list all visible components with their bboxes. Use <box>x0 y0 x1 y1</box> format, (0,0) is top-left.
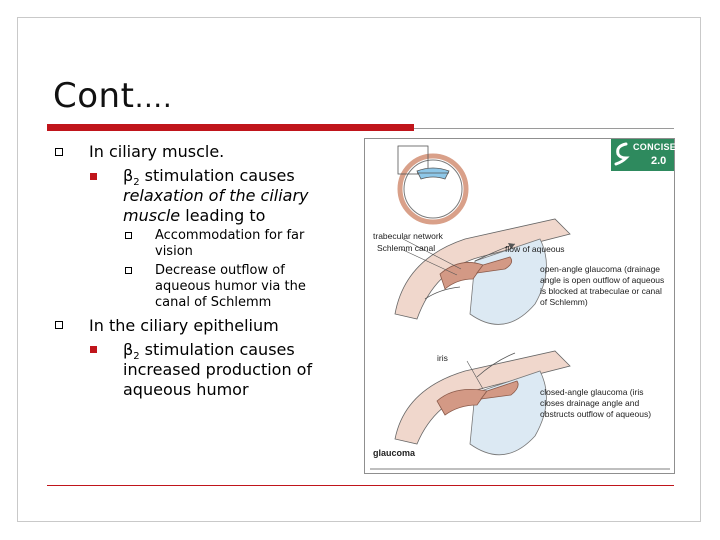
glaucoma-illustration <box>365 139 677 473</box>
beta-subscript: 2 <box>133 177 140 189</box>
glaucoma-figure <box>364 138 675 474</box>
label-closed-angle-1: closed-angle glaucoma (iris <box>540 387 644 397</box>
sub-bullet-2-line1-rest: stimulation causes <box>139 340 295 359</box>
footer-red-rule <box>47 485 674 486</box>
label-iris: iris <box>437 353 448 363</box>
label-closed-angle-2: closes drainage angle and <box>540 398 640 408</box>
figure-caption: glaucoma <box>373 448 416 458</box>
title-gray-rule <box>414 128 674 129</box>
concise-badge <box>611 139 677 171</box>
sub-bullet-1-line3 <box>123 206 265 226</box>
sub-bullet-2-line3: aqueous humor <box>123 380 249 399</box>
sub-sub-item-2-line1: Decrease outflow of <box>155 263 285 278</box>
label-trabecular: trabecular network <box>373 231 443 241</box>
sub-bullet-1-line3-rest: leading to <box>180 206 266 225</box>
eye-globe-icon <box>398 146 466 222</box>
slide-title-dots: …. <box>134 81 173 114</box>
label-open-angle-4: of Schlemm) <box>540 297 588 307</box>
bullet-2-text: In the ciliary epithelium <box>89 316 279 335</box>
sub-bullet-square-icon <box>90 346 97 353</box>
slide-title-text: Cont <box>53 76 135 116</box>
sub-sub-bullet-square-icon <box>125 267 132 274</box>
title-red-rule <box>47 124 414 131</box>
sub-bullet-1-line1-rest: stimulation causes <box>139 166 295 185</box>
beta-symbol: β <box>123 166 134 185</box>
label-flow: flow of aqueous <box>505 244 565 254</box>
concise-logo-icon <box>614 142 632 168</box>
label-schlemm: Schlemm canal <box>377 243 436 253</box>
sub-sub-item-2-line3: canal of Schlemm <box>155 295 272 310</box>
sub-sub-bullet-square-icon <box>125 232 132 239</box>
label-open-angle-2: angle is open outflow of aqueous <box>540 275 665 285</box>
sub-bullet-1-line2: relaxation of the ciliary <box>123 186 309 205</box>
label-open-angle-1: open-angle glaucoma (drainage <box>540 264 661 274</box>
bullet-square-icon <box>55 321 63 329</box>
sub-bullet-square-icon <box>90 173 97 180</box>
label-open-angle-3: is blocked at trabeculae or canal <box>540 286 662 296</box>
sub-bullet-1-line3-italic: muscle <box>123 206 181 225</box>
sub-sub-item-1-line1: Accommodation for far <box>155 228 305 243</box>
badge-line2: 2.0 <box>651 155 667 167</box>
bullet-square-icon <box>55 148 63 156</box>
sub-sub-item-2-line2: aqueous humor via the <box>155 279 306 294</box>
beta-subscript: 2 <box>133 351 140 363</box>
sub-sub-item-1-line2: vision <box>155 244 193 259</box>
label-closed-angle-3: obstructs outflow of aqueous) <box>540 409 652 419</box>
slide-title <box>53 76 172 116</box>
badge-line1: CONCISE <box>633 142 677 152</box>
beta-symbol: β <box>123 340 134 359</box>
sub-bullet-2-line2: increased production of <box>123 360 313 379</box>
bullet-1-text: In ciliary muscle. <box>89 142 225 161</box>
